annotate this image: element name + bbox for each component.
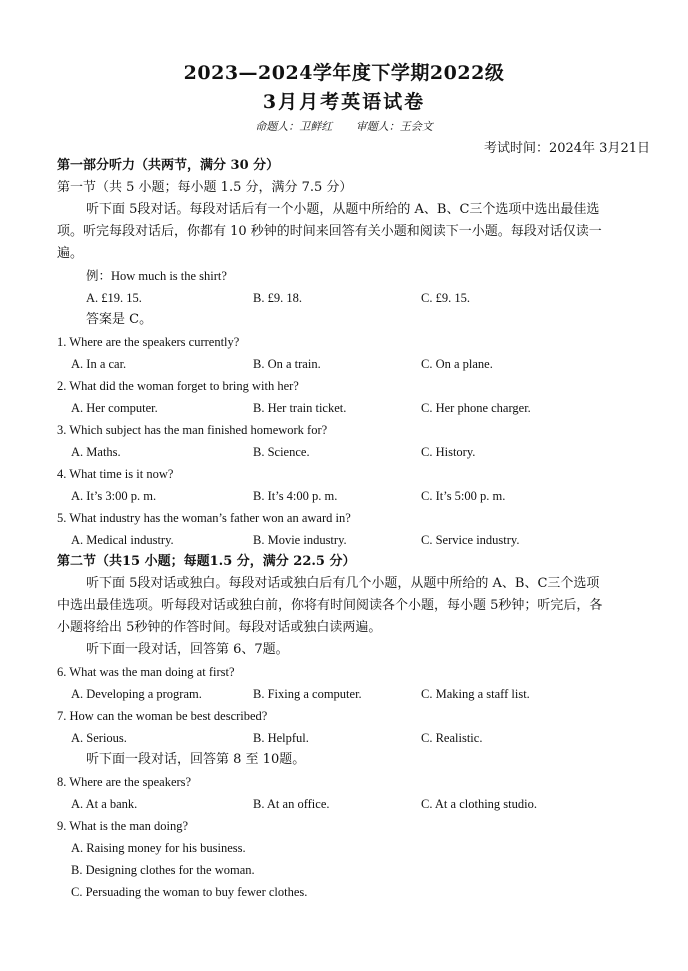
- q1-option-a: A. In a car.: [71, 357, 127, 371]
- q3-option-c: C. History.: [421, 445, 476, 459]
- section2-instruction-line2: 中选出最佳选项。听每段对话或独白前，你将有时间阅读各个小题，每小题 5秒钟；听完后，各: [57, 598, 603, 613]
- q9-option-c: C. Persuading the woman to buy fewer clothes.: [71, 885, 308, 899]
- question-9: 9. What is the man doing?: [57, 819, 188, 833]
- q5-option-a: A. Medical industry.: [71, 533, 174, 547]
- q4-option-b: B. It’s 4:00 p. m.: [253, 489, 338, 503]
- setter-name: 命题人：卫鲜红: [255, 120, 333, 133]
- q9-option-a: A. Raising money for his business.: [71, 841, 246, 855]
- section1-instruction-line2: 项。听完每段对话后，你都有 10 秒钟的时间来回答有关小题和阅读下一小题。每段对话仅读一: [57, 224, 602, 239]
- q4-option-a: A. It’s 3:00 p. m.: [71, 489, 157, 503]
- q6-option-c: C. Making a staff list.: [421, 687, 530, 701]
- q6-option-b: B. Fixing a computer.: [253, 687, 362, 701]
- q8-option-a: A. At a bank.: [71, 797, 138, 811]
- example-answer: 答案是 C。: [86, 312, 153, 327]
- question-2: 2. What did the woman forget to bring with her?: [57, 379, 299, 393]
- section1-instruction-line1: 听下面 5段对话。每段对话后有一个小题，从题中所给的 A、B、C三个选项中选出最佳选: [86, 202, 600, 217]
- example-question: 例：How much is the shirt?: [86, 269, 227, 283]
- q8-option-c: C. At a clothing studio.: [421, 797, 537, 811]
- example-option-a: A. £19. 15.: [86, 291, 142, 305]
- q2-option-b: B. Her train ticket.: [253, 401, 347, 415]
- q2-option-a: A. Her computer.: [71, 401, 158, 415]
- part1-heading: 第一部分听力（共两节，满分 30 分）: [57, 158, 280, 173]
- listen-instruction-8-10: 听下面一段对话，回答第 8 至 10题。: [86, 752, 306, 767]
- reviewer-name: 审题人：王会文: [355, 120, 433, 133]
- exam-title-line1: 2023—2024学年度下学期2022级: [183, 62, 505, 84]
- question-5: 5. What industry has the woman’s father won an award in?: [57, 511, 351, 525]
- q1-option-c: C. On a plane.: [421, 357, 493, 371]
- section1-heading: 第一节（共 5 小题；每小题 1.5 分，满分 7.5 分）: [57, 180, 353, 195]
- question-8: 8. Where are the speakers?: [57, 775, 192, 789]
- q3-option-a: A. Maths.: [71, 445, 121, 459]
- q7-option-b: B. Helpful.: [253, 731, 309, 745]
- q7-option-c: C. Realistic.: [421, 731, 483, 745]
- section1-instruction-line3: 遍。: [57, 246, 84, 261]
- question-4: 4. What time is it now?: [57, 467, 174, 481]
- listen-instruction-6-7: 听下面一段对话，回答第 6、7题。: [86, 642, 289, 657]
- section2-instruction-line1: 听下面 5段对话或独白。每段对话或独白后有几个小题，从题中所给的 A、B、C三个选项: [86, 576, 600, 591]
- exam-title-line2: 3月月考英语试卷: [262, 91, 426, 113]
- q8-option-b: B. At an office.: [253, 797, 330, 811]
- exam-authors: [0, 118, 688, 134]
- question-3: 3. Which subject has the man finished homework for?: [57, 423, 328, 437]
- q5-option-b: B. Movie industry.: [253, 533, 347, 547]
- q7-option-a: A. Serious.: [71, 731, 127, 745]
- section2-heading: 第二节（共15 小题；每题1.5 分，满分 22.5 分）: [57, 554, 356, 569]
- example-option-c: C. £9. 15.: [421, 291, 470, 305]
- q3-option-b: B. Science.: [253, 445, 310, 459]
- q4-option-c: C. It’s 5:00 p. m.: [421, 489, 506, 503]
- question-1: 1. Where are the speakers currently?: [57, 335, 240, 349]
- q5-option-c: C. Service industry.: [421, 533, 520, 547]
- q6-option-a: A. Developing a program.: [71, 687, 202, 701]
- example-option-b: B. £9. 18.: [253, 291, 302, 305]
- question-7: 7. How can the woman be best described?: [57, 709, 268, 723]
- q1-option-b: B. On a train.: [253, 357, 321, 371]
- q9-option-b: B. Designing clothes for the woman.: [71, 863, 255, 877]
- exam-time: 考试时间：2024年 3月21日: [483, 141, 650, 156]
- q2-option-c: C. Her phone charger.: [421, 401, 531, 415]
- section2-instruction-line3: 小题将给出 5秒钟的作答时间。每段对话或独白读两遍。: [57, 620, 382, 635]
- question-6: 6. What was the man doing at first?: [57, 665, 235, 679]
